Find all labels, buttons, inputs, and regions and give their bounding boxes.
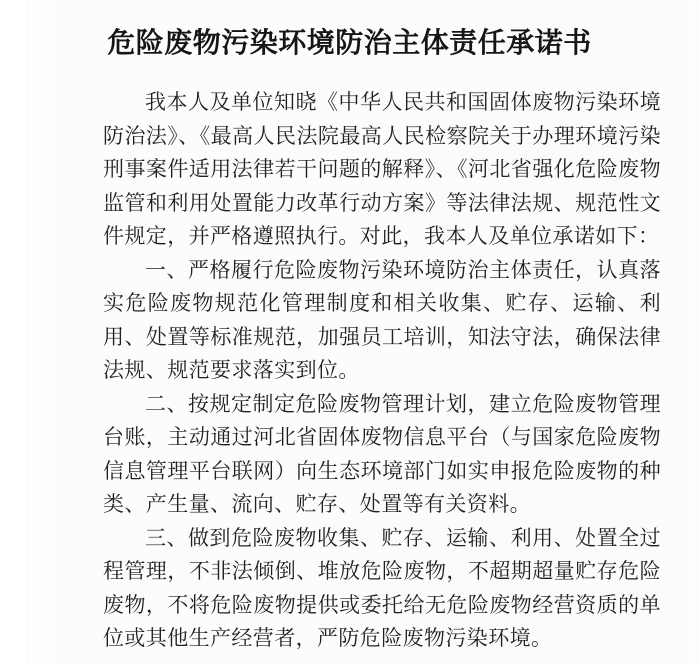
paragraph-item-1: 一、严格履行危险废物污染环境防治主体责任，认真落实危险废物规范化管理制度和相关收集、贮存、运输、利用、处置等标准规范，加强员工培训，知法守法，确保法律法规、规范要求落实到位。 (103, 257, 661, 382)
document-title: 危险废物污染环境防治主体责任承诺书 (107, 28, 592, 59)
paragraph-item-2: 二、按规定制定危险废物管理计划，建立危险废物管理台账，主动通过河北省固体废物信息平台（与国家危险废物信息管理平台联网）向生态环境部门如实申报危险废物的种类、产生量、流向、贮存、处置等有关资料。 (103, 391, 661, 516)
document-body (103, 86, 661, 656)
paragraph-intro: 我本人及单位知晓《中华人民共和国固体废物污染环境防治法》、《最高人民法院最高人民检察院关于办理环境污染刑事案件适用法律若干问题的解释》、《河北省强化危险废物监管和利用处置能力改革行动方案》等法律法规、规范性文件规定，并严格遵照执行。对此，我本人及单位承诺如下： (103, 90, 661, 248)
scan-edge-line (27, 0, 28, 665)
paragraph-item-3: 三、做到危险废物收集、贮存、运输、利用、处置全过程管理，不非法倾倒、堆放危险废物，不超期超量贮存危险废物，不将危险废物提供或委托给无危险废物经营资质的单位或其他生产经营者，严防危险废物污染环境。 (103, 525, 661, 650)
